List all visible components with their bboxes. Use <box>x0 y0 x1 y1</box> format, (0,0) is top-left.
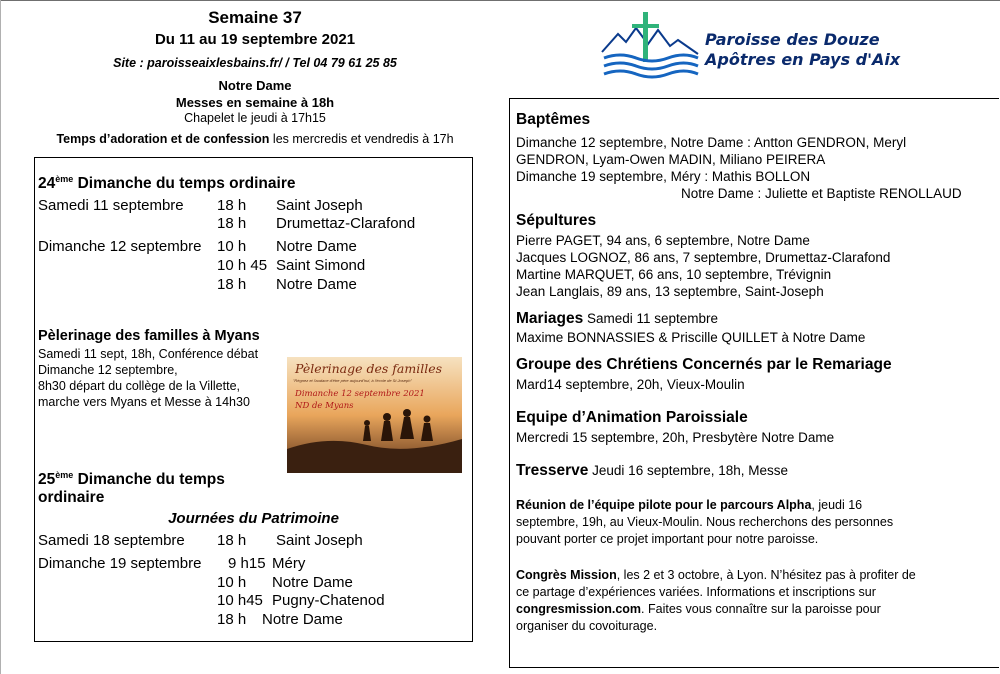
sunday-25-title-2: ordinaire <box>38 489 105 506</box>
sat11-time-1: 18 h <box>217 197 247 214</box>
sun12-time-1: 10 h <box>217 238 247 255</box>
pilgrimage-line-1: Samedi 11 sept, 18h, Conférence débat <box>38 347 259 361</box>
sun12-place-3: Notre Dame <box>276 276 357 293</box>
sat11-place-2: Drumettaz-Clarafond <box>276 215 416 232</box>
congres-rest-2: . Faites vous connaître sur la paroisse pour <box>641 602 881 616</box>
mariages-line: Maxime BONNASSIES & Priscille QUILLET à Notre Dame <box>516 330 866 345</box>
baptemes-line-3: Dimanche 19 septembre, Méry : Mathis BOLLON <box>516 169 811 184</box>
sun12-place-2: Saint Simond <box>276 257 366 274</box>
pilgrimage-line-2: Dimanche 12 septembre, <box>38 363 178 377</box>
congres-line-3 <box>516 602 881 616</box>
eap-title: Equipe d’Animation Paroissiale <box>516 409 748 426</box>
tresserve-title: Tresserve <box>516 462 589 479</box>
adoration-rest: les mercredis et vendredis à 17h <box>269 132 454 146</box>
sun12-time-3: 18 h <box>217 276 247 293</box>
sepultures-line-2: Jacques LOGNOZ, 86 ans, 7 septembre, Drumettaz-Clarafond <box>516 250 891 265</box>
poster-date: Dimanche 12 septembre 2021 <box>295 389 425 399</box>
tresserve-line <box>516 462 788 480</box>
sun19-time-1: 9 h15 <box>228 555 266 572</box>
baptemes-line-1: Dimanche 12 septembre, Notre Dame : Antton GENDRON, Meryl <box>516 135 907 150</box>
sat18-place-1: Saint Joseph <box>276 532 363 549</box>
poster-title: Pèlerinage des familles <box>295 361 443 376</box>
mariages-title-line <box>516 310 718 328</box>
masses-line <box>0 95 510 110</box>
sunday-25-sup: ème <box>55 470 74 480</box>
baptemes-line-2: GENDRON, Lyam-Owen MADIN, Miliano PEIRERA <box>516 152 826 167</box>
tresserve-text: Jeudi 16 septembre, 18h, Messe <box>588 463 789 478</box>
baptemes-line-4: Notre Dame : Juliette et Baptiste RENOLLAUD <box>681 186 962 201</box>
eap-line: Mercredi 15 septembre, 20h, Presbytère Notre Dame <box>516 430 835 445</box>
masses-bold: Messes <box>175 95 223 110</box>
sunday-25-num: 25 <box>38 471 56 488</box>
sunday-24-title <box>38 174 295 193</box>
week-dates: Du 11 au 19 septembre 2021 <box>154 31 356 48</box>
sunday-24-num: 24 <box>38 175 56 192</box>
masses-rest: en semaine à 18h <box>222 95 335 110</box>
alpha-bold: Réunion de l’équipe pilote pour le parcours Alpha <box>516 498 812 512</box>
congres-rest: , les 2 et 3 octobre, à Lyon. N’hésitez pas à profiter de <box>616 568 916 582</box>
parish-logo <box>600 10 700 82</box>
sun19-time-4: 18 h <box>217 611 247 628</box>
mariages-title: Mariages <box>516 310 584 327</box>
logo-text-1: Paroisse des Douze <box>705 30 880 49</box>
sun12-time-2: 10 h 45 <box>217 257 268 274</box>
remariage-line: Mard14 septembre, 20h, Vieux-Moulin <box>516 377 745 392</box>
logo-text-2: Apôtres en Pays d'Aix <box>705 50 901 69</box>
congres-link[interactable]: congresmission.com <box>516 602 642 616</box>
sunday-24-sup: ème <box>55 174 74 184</box>
alpha-rest: , jeudi 16 <box>811 498 863 512</box>
congres-line-1 <box>516 568 916 582</box>
sat11-day: Samedi 11 septembre <box>38 197 184 214</box>
mariages-date: Samedi 11 septembre <box>583 311 719 326</box>
sunday-25-text: Dimanche du temps <box>73 471 225 488</box>
sat11-place-1: Saint Joseph <box>276 197 363 214</box>
chapelet-line: Chapelet le jeudi à 17h15 <box>184 111 326 125</box>
sun19-day: Dimanche 19 septembre <box>38 555 202 572</box>
sepultures-title: Sépultures <box>516 212 597 229</box>
week-title: Semaine 37 <box>208 8 302 27</box>
sun12-day: Dimanche 12 septembre <box>38 238 202 255</box>
baptemes-title: Baptêmes <box>516 111 591 128</box>
congres-line-4: organiser du covoiturage. <box>516 619 658 633</box>
sunday-25-title <box>38 470 225 489</box>
logo-mountain-icon <box>600 10 700 82</box>
church-name: Notre Dame <box>218 78 292 93</box>
top-rule <box>0 0 1000 1</box>
sat18-day: Samedi 18 septembre <box>38 532 185 549</box>
poster-subtitle: "Régnez et l'audace d'être père aujourd'hui, à l'école de St Joseph" <box>293 378 412 383</box>
sepultures-line-3: Martine MARQUET, 66 ans, 10 septembre, Trévignin <box>516 267 832 282</box>
pilgrimage-poster <box>287 357 462 473</box>
sun19-place-1: Méry <box>272 555 306 572</box>
sun19-time-3: 10 h45 <box>217 592 263 609</box>
congres-line-2: ce partage d’expériences variées. Informations et inscriptions sur <box>516 585 876 599</box>
adoration-bold: Temps d’adoration et de confession <box>56 132 270 146</box>
congres-bold: Congrès Mission <box>516 568 617 582</box>
pilgrimage-title: Pèlerinage des familles à Myans <box>38 328 260 344</box>
remariage-title: Groupe des Chrétiens Concernés par le Remariage <box>516 356 892 373</box>
sunday-24-text: Dimanche du temps ordinaire <box>73 175 296 192</box>
sat11-time-2: 18 h <box>217 215 247 232</box>
pilgrimage-line-4: marche vers Myans et Messe à 14h30 <box>38 395 250 409</box>
alpha-line-3: pouvant porter ce projet important pour notre paroisse. <box>516 532 819 546</box>
sun19-place-3: Pugny-Chatenod <box>272 592 385 609</box>
sun19-time-2: 10 h <box>217 574 247 591</box>
alpha-line-2: septembre, 19h, au Vieux-Moulin. Nous recherchons des personnes <box>516 515 894 529</box>
sun19-place-4: Notre Dame <box>262 611 343 628</box>
site-line: Site : paroisseaixlesbains.fr/ / Tel 04 79 61 25 85 <box>113 56 397 70</box>
patrimoine-title: Journées du Patrimoine <box>168 510 339 527</box>
pilgrimage-line-3: 8h30 départ du collège de la Villette, <box>38 379 241 393</box>
adoration-line <box>0 132 510 146</box>
sepultures-line-1: Pierre PAGET, 94 ans, 6 septembre, Notre Dame <box>516 233 810 248</box>
sun19-place-2: Notre Dame <box>272 574 353 591</box>
sun12-place-1: Notre Dame <box>276 238 357 255</box>
alpha-line-1 <box>516 498 862 512</box>
poster-place: ND de Myans <box>295 401 354 411</box>
sat18-time-1: 18 h <box>217 532 247 549</box>
sepultures-line-4: Jean Langlais, 89 ans, 13 septembre, Saint-Joseph <box>516 284 824 299</box>
